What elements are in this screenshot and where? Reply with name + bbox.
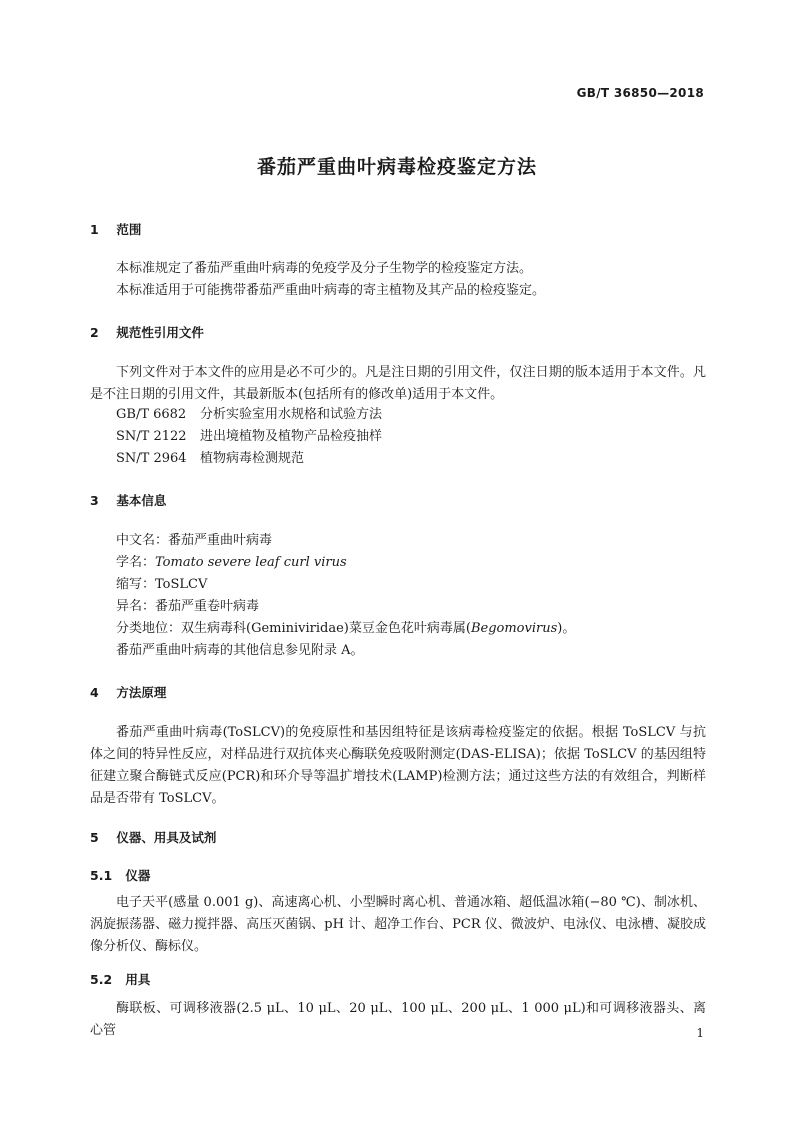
reference-name: 植物病毒检测规范 [200, 451, 305, 466]
section-title: 范围 [116, 222, 142, 237]
section-number: 1 [90, 222, 99, 237]
reference-name: 进出境植物及植物产品检疫抽样 [200, 429, 383, 444]
reference-item [116, 404, 382, 426]
section-number: 3 [90, 493, 99, 508]
scientific-name-line [116, 552, 347, 574]
section-title: 方法原理 [116, 685, 167, 700]
alias-line: 异名：番茄严重卷叶病毒 [116, 599, 260, 614]
tools-paragraph: 酶联板、可调移液器(2.5 μL、10 μL、20 μL、100 μL、200 μL、1 000 μL)和可调移液器头、离心管 [90, 1001, 706, 1038]
scope-line-2: 本标准适用于可能携带番茄严重曲叶病毒的寄主植物及其产品的检疫鉴定。 [116, 283, 546, 298]
subsection-5-2-heading [90, 970, 150, 988]
page-number: 1 [696, 1026, 704, 1040]
scientific-name-label: 学名： [116, 555, 156, 570]
reference-item [116, 426, 382, 448]
more-info-line: 番茄严重曲叶病毒的其他信息参见附录 A。 [116, 643, 364, 658]
section-5-heading [90, 828, 216, 846]
taxonomy-line [116, 618, 575, 640]
section-2-heading [90, 323, 204, 341]
subsection-5-1-heading [90, 866, 150, 884]
scope-line-1: 本标准规定了番茄严重曲叶病毒的免疫学及分子生物学的检疫鉴定方法。 [116, 261, 533, 276]
reference-item [116, 448, 304, 470]
section-title: 基本信息 [116, 493, 167, 508]
section-number: 4 [90, 685, 99, 700]
section-4-heading [90, 683, 166, 701]
section-title: 仪器、用具及试剂 [116, 830, 217, 845]
instruments-paragraph: 电子天平(感量 0.001 g)、高速离心机、小型瞬时离心机、普通冰箱、超低温冰箱(−80 ℃)、制冰机、涡旋振荡器、磁力搅拌器、高压灭菌锅、pH 计、超净工作台、PCR 仪、微波炉、电泳仪、电泳槽、凝胶成像分析仪、酶标仪。 [90, 895, 706, 954]
reference-code: SN/T 2964 [116, 451, 187, 466]
section-title: 规范性引用文件 [116, 325, 204, 340]
subsection-title: 仪器 [125, 868, 151, 883]
section-number: 5 [90, 830, 99, 845]
standard-code: GB/T 36850—2018 [576, 86, 704, 100]
reference-code: GB/T 6682 [116, 407, 187, 422]
chinese-name-line: 中文名：番茄严重曲叶病毒 [116, 533, 273, 548]
normative-references-paragraph: 下列文件对于本文件的应用是必不可少的。凡是注日期的引用文件，仅注日期的版本适用于本文件。凡是不注日期的引用文件，其最新版本(包括所有的修改单)适用于本文件。 [90, 365, 706, 402]
reference-name: 分析实验室用水规格和试验方法 [200, 407, 383, 422]
subsection-title: 用具 [125, 972, 151, 987]
genus-name: Begomovirus [470, 621, 558, 636]
taxonomy-text: 分类地位：双生病毒科(Geminiviridae)菜豆金色花叶病毒属( [116, 621, 471, 636]
reference-code: SN/T 2122 [116, 429, 187, 444]
scientific-name: Tomato severe leaf curl virus [155, 555, 347, 570]
method-principle-paragraph: 番茄严重曲叶病毒(ToSLCV)的免疫原性和基因组特征是该病毒检疫鉴定的依据。根据 ToSLCV 与抗体之间的特异性反应，对样品进行双抗体夹心酶联免疫吸附测定(DAS-ELISA)；依据 ToSLCV 的基因组特征建立聚合酶链式反应(PCR)和环介导等温扩增技术(LAMP)检测方法；通过这些方法的有效组合，判断样品是否带有 ToSLCV。 [90, 725, 706, 806]
section-number: 2 [90, 325, 99, 340]
subsection-number: 5.1 [90, 868, 113, 883]
section-3-heading [90, 491, 166, 509]
taxonomy-text-end: )。 [557, 621, 576, 636]
subsection-number: 5.2 [90, 972, 113, 987]
document-title: 番茄严重曲叶病毒检疫鉴定方法 [256, 156, 537, 178]
abbreviation-line: 缩写：ToSLCV [116, 577, 208, 592]
section-1-heading [90, 220, 141, 238]
